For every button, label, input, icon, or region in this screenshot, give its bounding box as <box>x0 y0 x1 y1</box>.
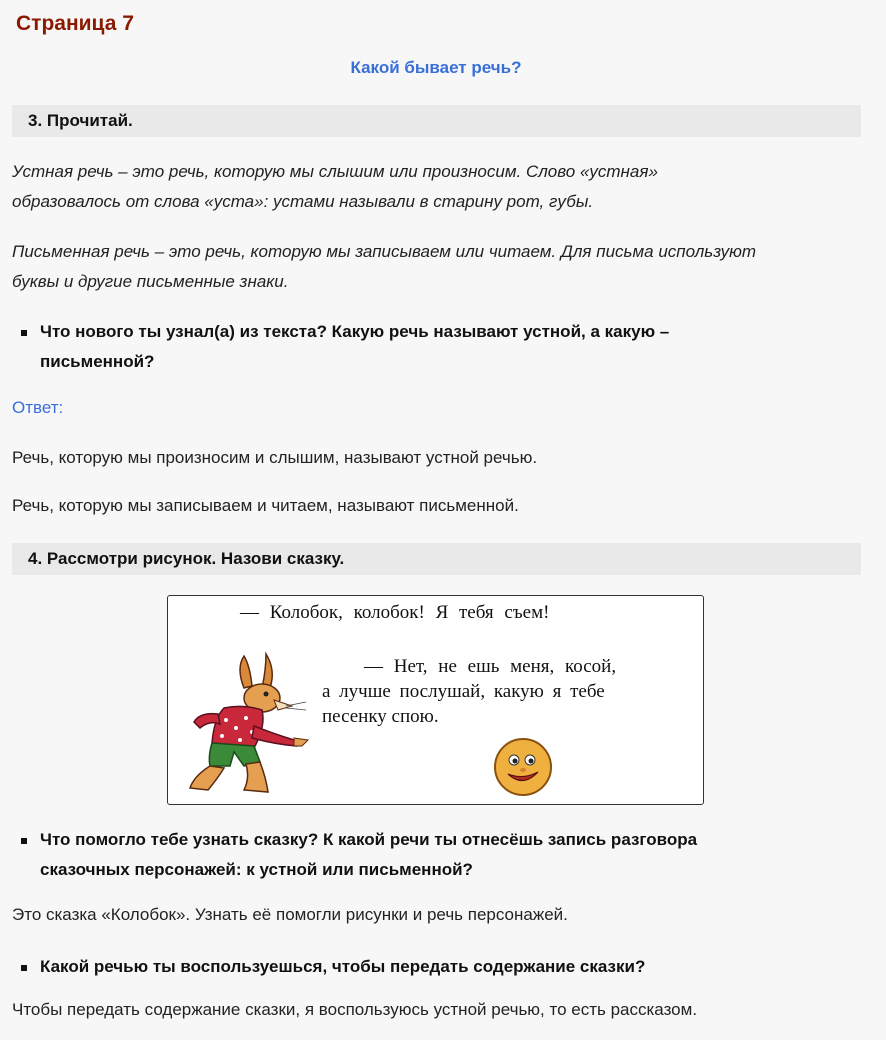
kolobok-image <box>490 736 556 798</box>
text-line: образовалось от слова «уста»: устами называли в старину рот, губы. <box>12 192 594 211</box>
text-line: а лучше послушай, какую я тебе <box>322 681 605 702</box>
answer-text: Речь, которую мы записываем и читаем, называют письменной. <box>12 496 519 515</box>
answer-text: Чтобы передать содержание сказки, я воспользуюсь устной речью, то есть рассказом. <box>12 1000 698 1019</box>
task-4-heading: 4. Рассмотри рисунок. Назови сказку. <box>12 543 861 575</box>
oral-speech-definition <box>12 157 862 217</box>
text-line: Что нового ты узнал(а) из текста? Какую речь называют устной, а какую – <box>40 322 670 341</box>
question-bullet <box>40 317 840 377</box>
question-bullet <box>40 952 840 982</box>
answer-label: Ответ: <box>12 398 64 417</box>
text-line: буквы и другие письменные знаки. <box>12 272 289 291</box>
written-speech-definition <box>12 237 862 297</box>
hare-image <box>174 648 324 798</box>
kolobok-illustration <box>167 595 704 805</box>
task-3-heading: 3. Прочитай. <box>12 105 861 137</box>
text-line: — Нет, не ешь меня, косой, <box>364 656 617 677</box>
lesson-subtitle: Какой бывает речь? <box>350 58 522 77</box>
text-line: письменной? <box>40 352 155 371</box>
hare-speech: — Колобок, колобок! Я тебя съем! <box>240 602 550 623</box>
question-bullet <box>40 825 840 885</box>
text-line: сказочных персонажей: к устной или письменной? <box>40 860 473 879</box>
kolobok-speech <box>322 654 694 729</box>
page-title: Страница 7 <box>16 12 134 35</box>
text-line: Устная речь – это речь, которую мы слышим или произносим. Слово «устная» <box>12 162 658 181</box>
answer-text: Речь, которую мы произносим и слышим, называют устной речью. <box>12 448 538 467</box>
text-line: Какой речью ты воспользуешься, чтобы передать содержание сказки? <box>40 957 646 976</box>
text-line: Что помогло тебе узнать сказку? К какой речи ты отнесёшь запись разговора <box>40 830 698 849</box>
text-line: Письменная речь – это речь, которую мы записываем или читаем. Для письма используют <box>12 242 757 261</box>
text-line: песенку спою. <box>322 706 439 727</box>
answer-text: Это сказка «Колобок». Узнать её помогли рисунки и речь персонажей. <box>12 905 568 924</box>
